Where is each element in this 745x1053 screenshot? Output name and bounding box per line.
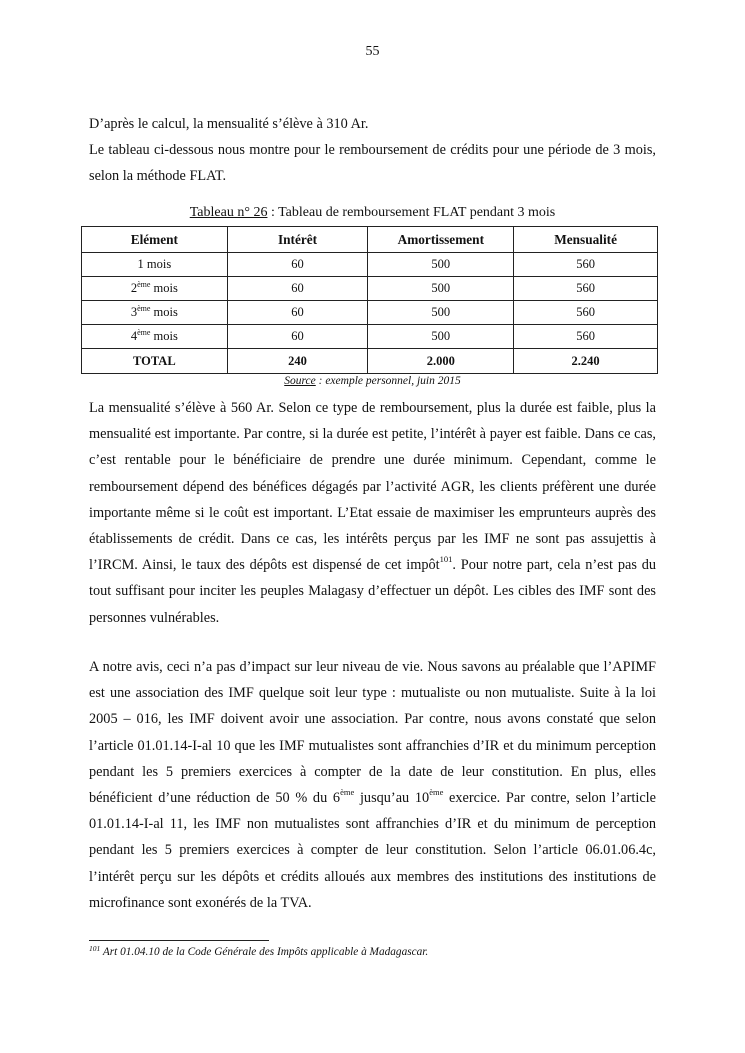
cell-interet: 60 <box>227 325 368 349</box>
row-label-number: 3 <box>130 305 138 319</box>
cell-mensualite: 560 <box>514 301 658 325</box>
table-header-row <box>82 227 658 253</box>
total-mensualite: 2.240 <box>514 349 658 374</box>
cell-mensualite: 560 <box>514 277 658 301</box>
table-caption <box>0 205 745 221</box>
paragraph-repayment-text-a: La mensualité s’élève à 560 Ar. Selon ce type de remboursement, plus la durée est faible, plus la mensualité est importante. Par contre, si la durée est petite, l’intérêt à payer est faible. Dans ce cas, c’est rentable pour le bénéficiaire de prendre une durée minimum. Cependant, comme le remboursement dépend des bénéfices dégagés par l’activité AGR, les clients préfèrent une durée importante même si le coût est important. L’Etat essaie de maximiser les emprunteurs auprès des établissements de crédit. Dans ce cas, les intérêts perçus par les IMF ne sont pas assujettis à l’IRCM. Ainsi, le taux des dépôts est dispensé de cet impôt <box>89 400 656 574</box>
cell-element <box>82 277 228 301</box>
source-text: : exemple personnel, juin 2015 <box>315 375 461 387</box>
row-label-text: mois <box>150 305 178 319</box>
row-label-number: 1 <box>137 257 144 271</box>
table-total-row <box>82 349 658 374</box>
cell-interet: 60 <box>227 301 368 325</box>
table-caption-text: Tableau de remboursement FLAT pendant 3 mois <box>278 205 556 220</box>
table-source <box>0 375 745 387</box>
cell-mensualite: 560 <box>514 325 658 349</box>
page-number: 55 <box>365 44 380 59</box>
row-label-number: 4 <box>130 329 138 343</box>
row-label-sup: ème <box>137 328 151 337</box>
footnote-reference: 101 <box>439 554 453 565</box>
header-amortissement: Amortissement <box>368 227 514 253</box>
paragraph-apimf-text-c: exercice. Par contre, selon l’article 01.01.14-I-al 11, les IMF non mutualistes sont affranchies d’IR et du minimum de perception pendant les 5 premiers exercices à compter de leur constitution. Selon l’article 06.01.06.4c, l’intérêt perçu sur les dépôts et crédits alloués aux membres des institutions des institutions de microfinance sont exonérés de la TVA. <box>89 790 657 911</box>
cell-interet: 60 <box>227 253 368 277</box>
table-row <box>82 253 658 277</box>
intro-line-2: Le tableau ci-dessous nous montre pour le remboursement de crédits pour une période de 3 mois, selon la méthode FLAT. <box>89 142 656 185</box>
cell-amortissement: 500 <box>368 253 514 277</box>
footnote-text: Art 01.04.10 de la Code Générale des Impôts applicable à Madagascar. <box>100 946 429 958</box>
total-interet: 240 <box>227 349 368 374</box>
row-label-text: mois <box>143 257 172 271</box>
superscript-eme-1: ème <box>340 787 355 798</box>
total-amortissement: 2.000 <box>368 349 514 374</box>
source-label: Source <box>284 375 316 387</box>
paragraph-apimf-text-b: jusqu’au 10 <box>354 790 430 807</box>
flat-repayment-table <box>81 226 658 374</box>
cell-element <box>82 325 228 349</box>
superscript-eme-2: ème <box>429 787 444 798</box>
total-label: TOTAL <box>82 349 228 374</box>
table-caption-separator: : <box>267 205 279 220</box>
paragraph-apimf-text-a: A notre avis, ceci n’a pas d’impact sur leur niveau de vie. Nous savons au préalable que l’APIMF est une association des IMF quelque soit leur type : mutualiste ou non mutualiste. Suite à la loi 2005 – 016, les IMF doivent avoir une association. Par contre, nous avons constaté que selon l’article 01.01.14-I-al 10 que les IMF mutualistes sont affranchies d’IR et du minimum perception pendant les 5 premiers exercices à compter de la date de leur constitution. En plus, elles bénéficient d’une réduction de 50 % du 6 <box>89 659 656 807</box>
paragraph-repayment-text-b: . Pour notre part, cela n’est pas du tout suffisant pour inciter les peuples Malagasy d’effectuer un dépôt. Les cibles des IMF sont des personnes vulnérables. <box>89 557 656 626</box>
row-label-number: 2 <box>130 281 138 295</box>
paragraph-apimf <box>89 654 656 916</box>
footnote-number: 101 <box>89 944 101 953</box>
table-row <box>82 301 658 325</box>
cell-interet: 60 <box>227 277 368 301</box>
footnote-separator <box>89 940 269 941</box>
cell-amortissement: 500 <box>368 325 514 349</box>
header-mensualite: Mensualité <box>514 227 658 253</box>
row-label-sup: ème <box>137 304 151 313</box>
row-label-text: mois <box>150 329 178 343</box>
table-row <box>82 325 658 349</box>
footnote <box>89 946 428 958</box>
paragraph-repayment <box>89 395 656 631</box>
cell-amortissement: 500 <box>368 277 514 301</box>
cell-mensualite: 560 <box>514 253 658 277</box>
header-element: Elément <box>82 227 228 253</box>
cell-amortissement: 500 <box>368 301 514 325</box>
row-label-sup: ème <box>137 280 151 289</box>
cell-element <box>82 301 228 325</box>
table-caption-label: Tableau n° 26 <box>189 205 268 220</box>
cell-element <box>82 253 228 277</box>
header-interet: Intérêt <box>227 227 368 253</box>
table-row <box>82 277 658 301</box>
intro-line-1: D’après le calcul, la mensualité s’élève à 310 Ar. <box>89 116 369 132</box>
row-label-text: mois <box>150 281 178 295</box>
